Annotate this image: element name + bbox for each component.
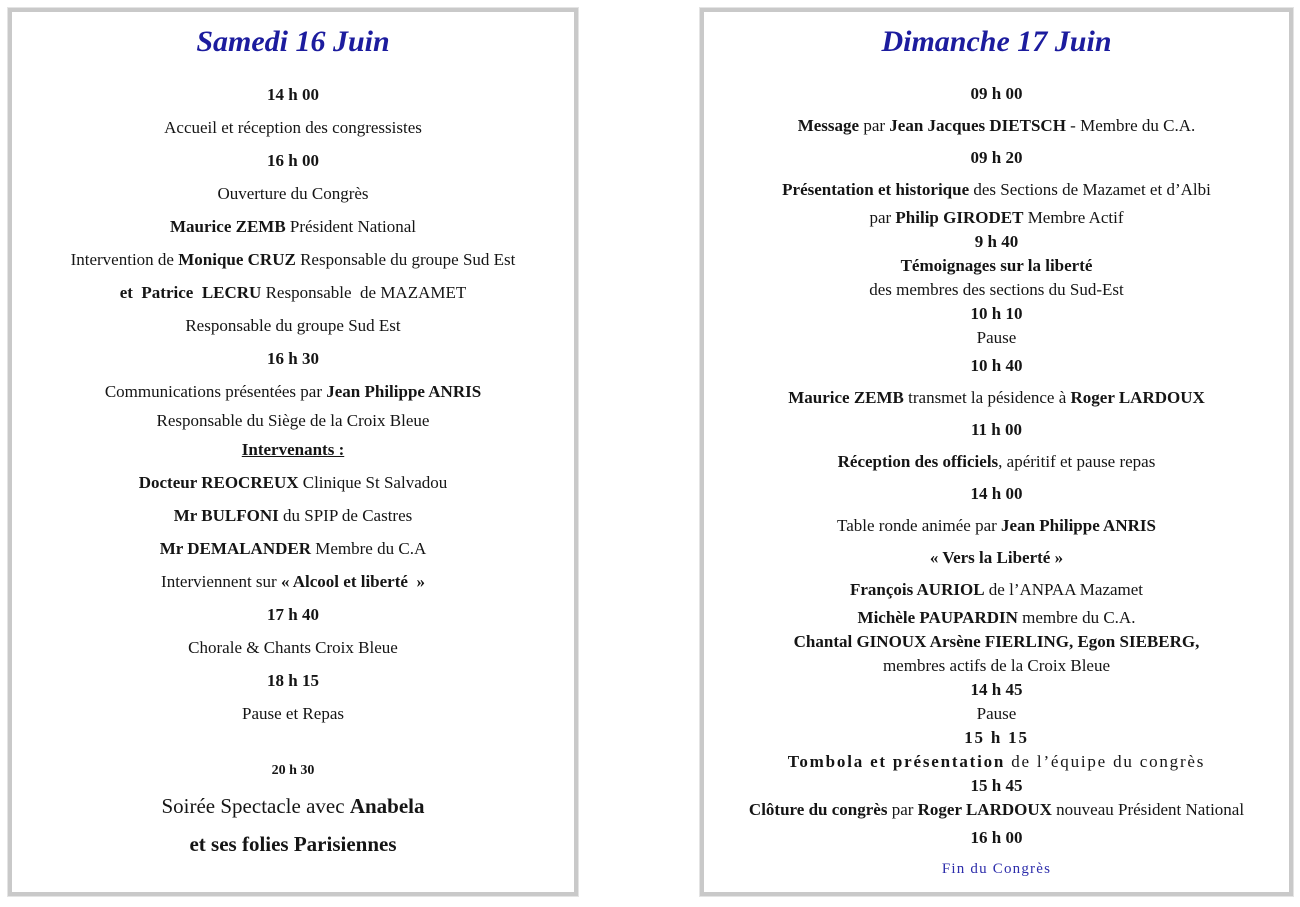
emphasis-text: Jean Jacques DIETSCH (889, 116, 1066, 135)
schedule-entry (12, 532, 574, 565)
plain-text: nouveau Président National (1051, 800, 1245, 819)
schedule-entry (704, 630, 1289, 654)
plain-text: Interviennent sur (161, 572, 281, 591)
schedule-sunday (704, 78, 1289, 885)
emphasis-text: 9 h 40 (974, 232, 1019, 251)
schedule-time (12, 598, 574, 631)
schedule-entry (704, 254, 1289, 278)
emphasis-text: Michèle PAUPARDIN (857, 608, 1018, 627)
schedule-entry (704, 174, 1289, 206)
plain-text: par (859, 116, 890, 135)
schedule-entry (12, 408, 574, 433)
plain-text: Chorale & Chants Croix Bleue (188, 638, 398, 657)
schedule-entry (704, 278, 1289, 302)
emphasis-text: Chantal GINOUX Arsène FIERLING, Egon SIEBERG, (793, 632, 1200, 651)
plain-text: Responsable du groupe Sud Est (185, 316, 401, 335)
schedule-time (12, 754, 574, 787)
schedule-time (704, 678, 1289, 702)
emphasis-text: 16 h 30 (267, 349, 319, 368)
plain-text: Président National (285, 217, 416, 236)
schedule-entry (12, 697, 574, 730)
emphasis-text: Anabela (349, 794, 425, 818)
schedule-entry (12, 177, 574, 210)
schedule-time (704, 822, 1289, 854)
plain-text: Membre Actif (1023, 208, 1124, 227)
emphasis-text: Roger LARDOUX (1070, 388, 1205, 407)
schedule-entry (704, 206, 1289, 230)
emphasis-text: Message (797, 116, 860, 135)
emphasis-text: Mr BULFONI (173, 506, 279, 525)
emphasis-text: 09 h 20 (970, 148, 1023, 167)
emphasis-text: « Vers la Liberté » (929, 548, 1064, 567)
schedule-entry (704, 654, 1289, 678)
plain-text: Clinique St Salvadou (298, 473, 448, 492)
plain-text: transmet la pésidence à (903, 388, 1071, 407)
plain-text: Accueil et réception des congressistes (164, 118, 422, 137)
schedule-entry (704, 110, 1289, 142)
emphasis-text: 11 h 00 (970, 420, 1023, 439)
plain-text: de l’ANPAA Mazamet (984, 580, 1144, 599)
emphasis-text: 15 h 15 (964, 728, 1029, 747)
schedule-time (12, 433, 574, 466)
emphasis-text: 10 h 40 (970, 356, 1023, 375)
schedule-time (12, 144, 574, 177)
emphasis-text: 14 h 00 (267, 85, 319, 104)
emphasis-text: Maurice ZEMB (170, 217, 286, 236)
plain-text: Intervention de (70, 250, 179, 269)
plain-text: de l’équipe du congrès (1005, 752, 1206, 771)
schedule-entry (12, 243, 574, 276)
schedule-entry (12, 466, 574, 499)
emphasis-text: Docteur REOCREUX (138, 473, 299, 492)
schedule-time (704, 350, 1289, 382)
schedule-entry (12, 375, 574, 408)
plain-text: - Membre du C.A. (1065, 116, 1196, 135)
schedule-time (704, 230, 1289, 254)
emphasis-text: Jean Philippe ANRIS (326, 382, 482, 401)
plain-text: Table ronde animée par (837, 516, 1002, 535)
emphasis-text: et Patrice LECRU (119, 283, 262, 302)
plain-text: Responsable de MAZAMET (261, 283, 467, 302)
plain-text: Pause (976, 704, 1017, 723)
emphasis-text: 09 h 00 (970, 84, 1023, 103)
emphasis-text: Présentation et historique (782, 180, 970, 199)
schedule-entry (12, 825, 574, 863)
emphasis-text: François AURIOL (849, 580, 985, 599)
closing-note (704, 854, 1289, 885)
plain-text: Pause (976, 328, 1017, 347)
program-page-sunday (700, 8, 1293, 896)
schedule-entry (704, 702, 1289, 726)
plain-text: par (887, 800, 918, 819)
emphasis-text: Maurice ZEMB (788, 388, 904, 407)
plain-text: Responsable du groupe Sud Est (295, 250, 516, 269)
schedule-entry (704, 542, 1289, 574)
emphasis-text: Réception des officiels (837, 452, 999, 471)
schedule-time (704, 302, 1289, 326)
schedule-entry (12, 565, 574, 598)
schedule-entry (12, 276, 574, 309)
emphasis-text: Philip GIRODET (895, 208, 1024, 227)
emphasis-text: Monique CRUZ (178, 250, 296, 269)
schedule-entry (12, 499, 574, 532)
schedule-entry (12, 210, 574, 243)
page-title-sunday: Dimanche 17 Juin (881, 25, 1112, 58)
schedule-time (12, 78, 574, 111)
emphasis-text: Roger LARDOUX (917, 800, 1052, 819)
schedule-entry (704, 326, 1289, 350)
schedule-time (704, 774, 1289, 798)
plain-text: des membres des sections du Sud-Est (869, 280, 1124, 299)
emphasis-text: 20 h 30 (271, 763, 315, 778)
schedule-entry (12, 787, 574, 825)
plain-text: membre du C.A. (1017, 608, 1136, 627)
schedule-entry (704, 510, 1289, 542)
emphasis-text: Clôture du congrès (748, 800, 888, 819)
emphasis-text: Tombola et présentation (787, 752, 1006, 771)
plain-text: Soirée Spectacle avec (161, 794, 350, 818)
schedule-time (12, 664, 574, 697)
emphasis-text: Témoignages sur la liberté (900, 256, 1093, 275)
emphasis-text: Mr DEMALANDER (159, 539, 312, 558)
schedule-entry (12, 631, 574, 664)
schedule-entry (12, 309, 574, 342)
page-title-saturday: Samedi 16 Juin (196, 25, 390, 58)
program-page-saturday (8, 8, 578, 896)
plain-text: Fin du Congrès (941, 861, 1052, 877)
emphasis-text: 15 h 45 (970, 776, 1023, 795)
schedule-entry (704, 606, 1289, 630)
emphasis-text: Jean Philippe ANRIS (1001, 516, 1156, 535)
plain-text: Membre du C.A (311, 539, 427, 558)
plain-text: du SPIP de Castres (278, 506, 413, 525)
emphasis-text: 10 h 10 (970, 304, 1023, 323)
schedule-time (704, 478, 1289, 510)
plain-text: , apéritif et pause repas (998, 452, 1156, 471)
emphasis-text: Intervenants : (241, 440, 345, 459)
plain-text: par (869, 208, 896, 227)
schedule-entry (704, 750, 1289, 774)
plain-text: membres actifs de la Croix Bleue (882, 656, 1111, 675)
plain-text: Responsable du Siège de la Croix Bleue (156, 411, 430, 430)
plain-text: Ouverture du Congrès (217, 184, 369, 203)
schedule-entry (704, 574, 1289, 606)
emphasis-text: « Alcool et liberté » (280, 572, 425, 591)
schedule-time (12, 342, 574, 375)
schedule-entry (704, 798, 1289, 822)
plain-text: Communications présentées par (104, 382, 327, 401)
schedule-saturday (12, 78, 574, 863)
schedule-time (704, 414, 1289, 446)
emphasis-text: 14 h 00 (970, 484, 1023, 503)
emphasis-text: 14 h 45 (970, 680, 1023, 699)
emphasis-text: 16 h 00 (267, 151, 319, 170)
schedule-time (704, 78, 1289, 110)
emphasis-text: 16 h 00 (970, 828, 1023, 847)
schedule-entry (12, 111, 574, 144)
plain-text: Pause et Repas (242, 704, 344, 723)
schedule-entry (704, 446, 1289, 478)
schedule-time (704, 726, 1289, 750)
emphasis-text: 17 h 40 (267, 605, 319, 624)
plain-text: des Sections de Mazamet et d’Albi (969, 180, 1211, 199)
schedule-time (704, 142, 1289, 174)
emphasis-text: et ses folies Parisiennes (189, 832, 397, 856)
schedule-entry (704, 382, 1289, 414)
emphasis-text: 18 h 15 (267, 671, 319, 690)
